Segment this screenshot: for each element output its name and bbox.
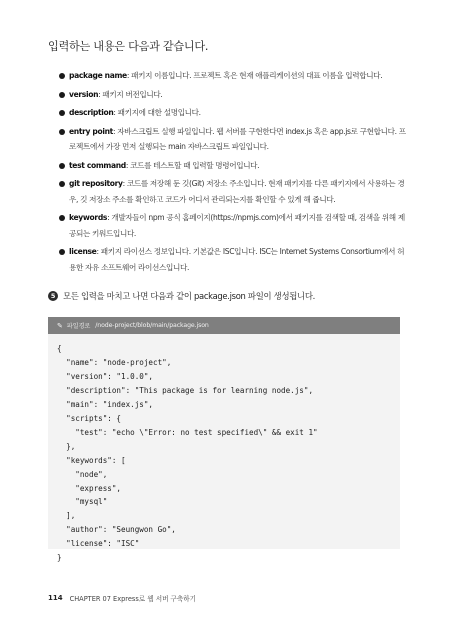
- field-term: keywords: [69, 213, 108, 222]
- field-term: git repository: [69, 179, 123, 188]
- intro-text: 입력하는 내용은 다음과 같습니다.: [48, 40, 209, 53]
- list-item: [59, 68, 411, 84]
- list-item: [59, 87, 411, 103]
- code-line: "test": "echo \"Error: no test specified\" && exit 1": [57, 427, 318, 437]
- file-path: /node-project/blob/main/package.json: [95, 322, 209, 329]
- field-term: license: [69, 247, 97, 256]
- code-line: "description": "This package is for learning node.js",: [57, 385, 314, 395]
- field-desc: : 자바스크립트 실행 파일입니다. 웹 서버를 구현한다면 index.js 혹은 app.js로 구현합니다. 프로젝트에서 가장 먼저 실행되는 main 자바스크립트 파일입니다.: [69, 126, 406, 151]
- bullet-icon: [59, 249, 65, 255]
- field-desc: : 패키지에 대한 설명입니다.: [113, 108, 201, 117]
- field-desc: : 패키지 버전입니다.: [98, 89, 163, 99]
- bullet-icon: [59, 215, 65, 221]
- field-term: package name: [69, 71, 127, 80]
- field-desc: : 코드를 테스트할 때 입력할 명령어입니다.: [125, 160, 260, 170]
- bullet-icon: [59, 181, 65, 187]
- field-desc: : 개발자들이 npm 공식 홈페이지(https://npmjs.com)에서 패키지를 검색할 때, 검색을 위해 제공되는 키워드입니다.: [69, 213, 405, 238]
- code-line: {: [57, 344, 62, 353]
- bullet-icon: [59, 73, 65, 79]
- code-line: "name": "node-project",: [57, 357, 172, 367]
- field-list: [59, 68, 411, 278]
- list-item: [59, 176, 411, 207]
- chapter-title: CHAPTER 07 Express로 웹 서버 구축하기: [69, 595, 197, 603]
- field-desc: : 패키지 이름입니다. 프로젝트 혹은 현재 애플리케이션의 대표 이름을 입력합니다.: [126, 71, 383, 80]
- code-line: }: [57, 553, 62, 563]
- file-path-label: 파일경로: [66, 323, 91, 330]
- code-line: "scripts": {: [57, 413, 122, 423]
- bullet-icon: [59, 92, 65, 98]
- code-line: },: [57, 441, 76, 451]
- step-text: 모든 입력을 마치고 나면 다음과 같이 package.json 파일이 생성됩니다.: [63, 291, 315, 301]
- code-line: "license": "ISC": [57, 539, 140, 549]
- page-number: 114: [48, 594, 63, 602]
- step-instruction: [48, 290, 315, 302]
- code-line: "version": "1.0.0",: [57, 371, 154, 381]
- code-content: [48, 334, 400, 565]
- list-item: [59, 158, 411, 174]
- list-item: [59, 210, 411, 241]
- code-line: "author": "Seungwon Go",: [57, 525, 176, 535]
- field-desc: : 코드를 저장해 둔 깃(Git) 저장소 주소입니다. 현재 패키지를 다른 패키지에서 사용하는 경우, 깃 저장소 주소를 확인하고 코드가 어디서 관리되는지를 확인할 수 있게 해 줍니다.: [69, 179, 405, 204]
- code-line: "keywords": [: [57, 455, 126, 465]
- code-line: ],: [57, 511, 76, 521]
- list-item: [59, 244, 411, 275]
- bullet-icon: [59, 110, 65, 116]
- step-number-badge: 5: [48, 291, 58, 301]
- code-line: "main": "index.js",: [57, 399, 154, 409]
- code-block: [48, 317, 400, 563]
- code-line: "mysql": [57, 497, 108, 507]
- field-term: description: [69, 108, 114, 117]
- field-term: test command: [69, 160, 126, 170]
- code-line: "express",: [57, 483, 122, 493]
- field-term: entry point: [69, 126, 113, 136]
- pencil-icon: ✎: [57, 321, 63, 330]
- bullet-icon: [59, 129, 65, 135]
- list-item: [59, 105, 411, 121]
- list-item: [59, 124, 411, 155]
- field-term: version: [69, 89, 99, 99]
- bullet-icon: [59, 163, 65, 169]
- page-footer: [48, 593, 196, 603]
- code-line: "node",: [57, 469, 108, 479]
- code-header: [48, 317, 400, 334]
- field-desc: : 패키지 라이선스 정보입니다. 기본값은 ISC입니다. ISC는 Internet Systems Consortium에서 허용한 자유 소프트웨어 라이선스입니다.: [69, 247, 405, 272]
